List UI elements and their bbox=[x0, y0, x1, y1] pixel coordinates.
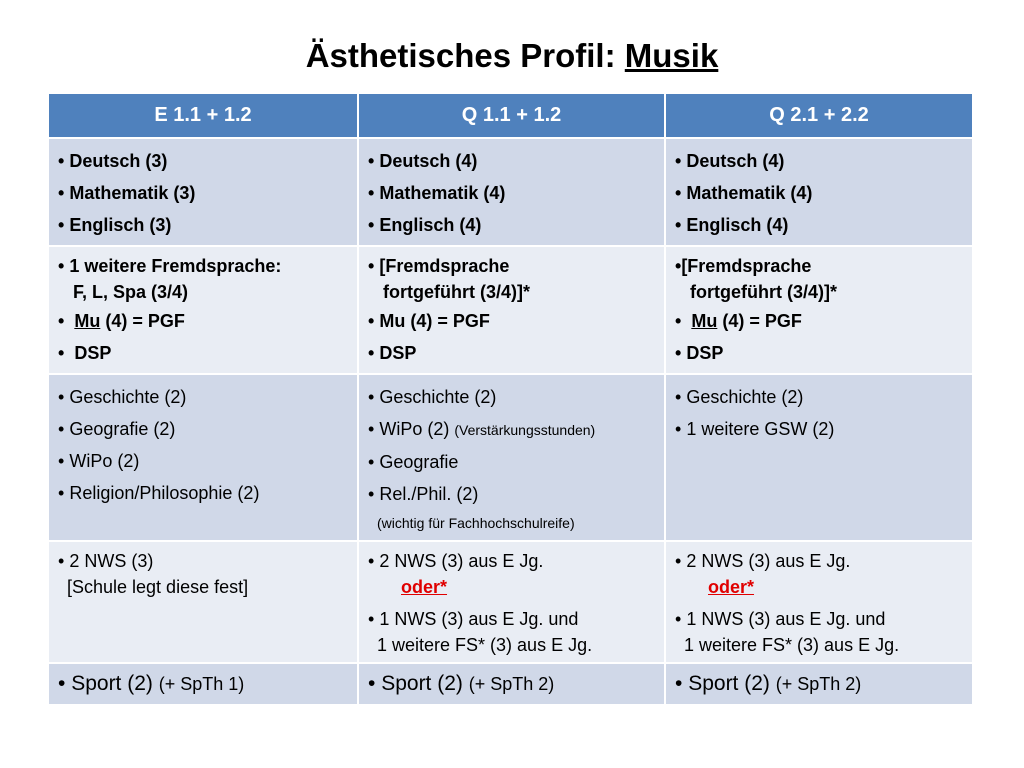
list-item: • DSP bbox=[58, 343, 112, 363]
cell-sport-q1 bbox=[358, 663, 665, 705]
oder-label: oder* bbox=[708, 577, 755, 597]
cell-nws-e bbox=[49, 541, 358, 663]
cell-core-q2 bbox=[665, 138, 972, 246]
list-item: • Mathematik (3) bbox=[58, 183, 196, 203]
list-item: • 2 NWS (3) aus E Jg. bbox=[368, 551, 544, 571]
list-item: • DSP bbox=[675, 343, 724, 363]
list-item-continuation: fortgeführt (3/4)]* bbox=[690, 282, 837, 302]
cell-core-q1 bbox=[358, 138, 665, 246]
list-item-continuation: 1 weitere FS* (3) aus E Jg. bbox=[377, 635, 593, 655]
cell-music-q1 bbox=[358, 246, 665, 374]
list-item: • Geschichte (2) bbox=[368, 387, 497, 407]
list-item-continuation: 1 weitere FS* (3) aus E Jg. bbox=[684, 635, 900, 655]
list-item: • Geschichte (2) bbox=[675, 387, 804, 407]
list-item: • Mu (4) = PGF bbox=[368, 311, 490, 331]
table-row-gsw bbox=[49, 374, 972, 541]
list-item: • Englisch (4) bbox=[675, 215, 789, 235]
list-item: • 2 NWS (3) aus E Jg. bbox=[675, 551, 851, 571]
list-item-note: [Schule legt diese fest] bbox=[67, 577, 249, 597]
list-item: • Rel./Phil. (2) bbox=[368, 484, 479, 504]
list-item: • Deutsch (4) bbox=[675, 151, 785, 171]
list-item: • Sport (2) (+ SpTh 1) bbox=[58, 672, 245, 695]
list-item: • Deutsch (4) bbox=[368, 151, 478, 171]
list-item: • 2 NWS (3) bbox=[58, 551, 154, 571]
page-title bbox=[0, 34, 1024, 78]
list-item: • Mu (4) = PGF bbox=[675, 311, 802, 331]
table-row-music bbox=[49, 246, 972, 374]
list-item: • Englisch (3) bbox=[58, 215, 172, 235]
list-item: • DSP bbox=[368, 343, 417, 363]
header-row bbox=[49, 94, 972, 138]
list-item: • Mathematik (4) bbox=[368, 183, 506, 203]
list-item: • Sport (2) (+ SpTh 2) bbox=[368, 672, 555, 695]
list-item: • Geografie bbox=[368, 452, 459, 472]
list-item: • Geografie (2) bbox=[58, 419, 176, 439]
cell-music-e bbox=[49, 246, 358, 374]
list-item: • 1 weitere Fremdsprache: bbox=[58, 256, 282, 276]
list-item: • Geschichte (2) bbox=[58, 387, 187, 407]
list-item-note: (wichtig für Fachhochschulreife) bbox=[377, 515, 575, 531]
cell-music-q2 bbox=[665, 246, 972, 374]
cell-gsw-e bbox=[49, 374, 358, 541]
list-item: • WiPo (2) (Verstärkungsstunden) bbox=[368, 419, 596, 439]
list-item: • Religion/Philosophie (2) bbox=[58, 483, 260, 503]
list-item: • Deutsch (3) bbox=[58, 151, 168, 171]
oder-label: oder* bbox=[401, 577, 448, 597]
list-item: • 1 NWS (3) aus E Jg. und bbox=[675, 609, 886, 629]
profile-table bbox=[49, 94, 972, 706]
list-item: • 1 NWS (3) aus E Jg. und bbox=[368, 609, 579, 629]
cell-core-e bbox=[49, 138, 358, 246]
list-item: • Mathematik (4) bbox=[675, 183, 813, 203]
table-row-nws bbox=[49, 541, 972, 663]
list-item: •[Fremdsprache bbox=[675, 256, 812, 276]
title-main: Ästhetisches Profil: bbox=[305, 37, 616, 74]
list-item: • 1 weitere GSW (2) bbox=[675, 419, 835, 439]
list-item: • Sport (2) (+ SpTh 2) bbox=[675, 672, 862, 695]
list-item: • Mu (4) = PGF bbox=[58, 311, 185, 331]
table-row-sport bbox=[49, 663, 972, 705]
list-item-continuation: F, L, Spa (3/4) bbox=[73, 282, 189, 302]
cell-sport-q2 bbox=[665, 663, 972, 705]
list-item: • WiPo (2) bbox=[58, 451, 140, 471]
header-q2-phase: Q 2.1 + 2.2 bbox=[665, 94, 972, 138]
list-item: • Englisch (4) bbox=[368, 215, 482, 235]
cell-sport-e bbox=[49, 663, 358, 705]
header-e-phase: E 1.1 + 1.2 bbox=[49, 94, 358, 138]
list-item-continuation: fortgeführt (3/4)]* bbox=[383, 282, 530, 302]
header-q1-phase: Q 1.1 + 1.2 bbox=[358, 94, 665, 138]
list-item: • [Fremdsprache bbox=[368, 256, 510, 276]
title-subject: Musik bbox=[624, 37, 719, 74]
table-row-core bbox=[49, 138, 972, 246]
cell-nws-q2 bbox=[665, 541, 972, 663]
cell-nws-q1 bbox=[358, 541, 665, 663]
cell-gsw-q1 bbox=[358, 374, 665, 541]
cell-gsw-q2 bbox=[665, 374, 972, 541]
